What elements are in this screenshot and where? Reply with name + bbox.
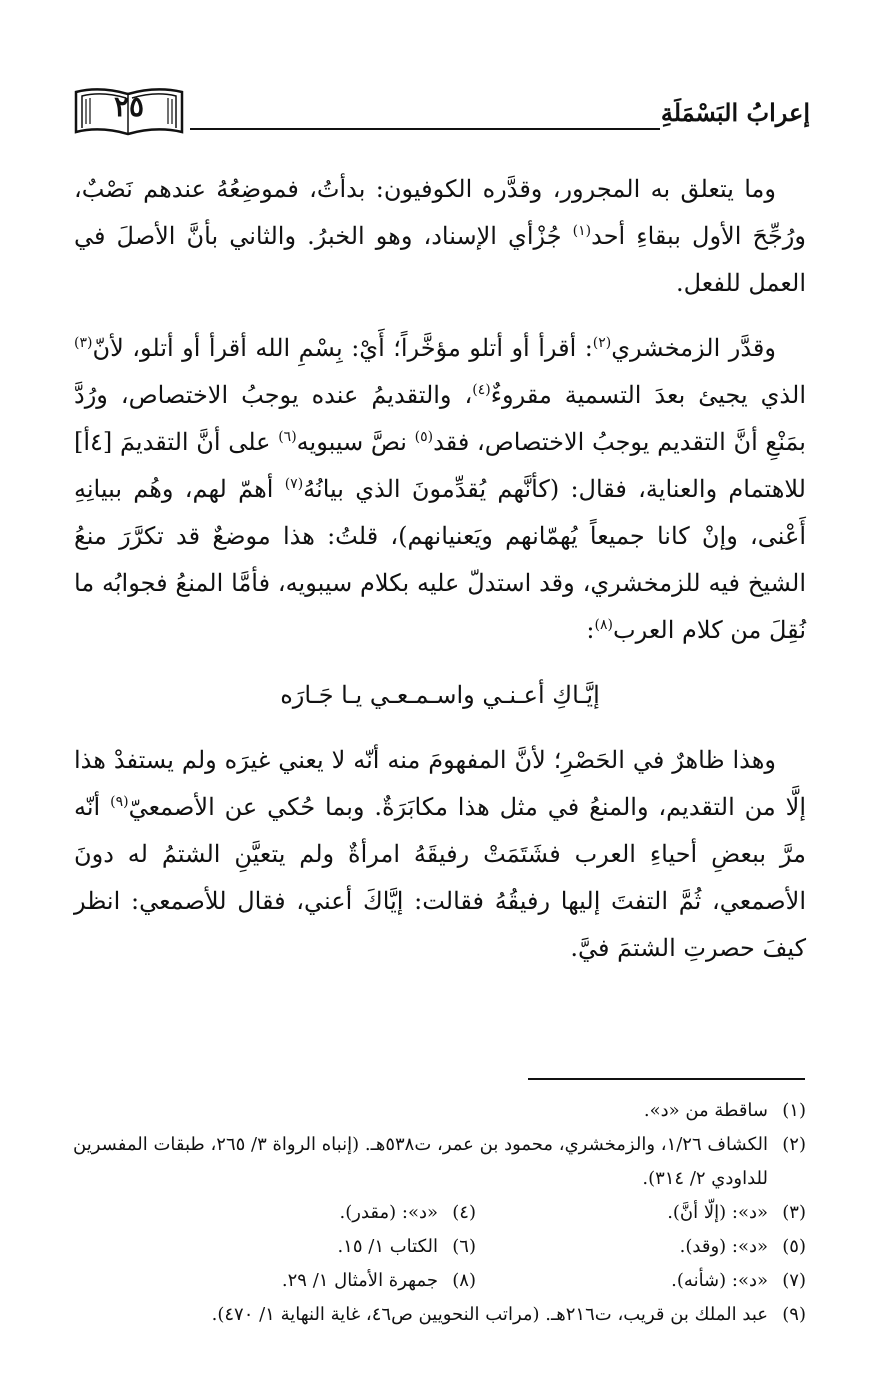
footnote-number: (٥) [782, 1236, 806, 1257]
header-rule [190, 128, 660, 130]
text-run: : [586, 616, 595, 644]
paragraph [74, 166, 806, 307]
text-run: وقدَّر الزمخشري [611, 334, 776, 362]
footnote-text: ساقطة من «د». [643, 1100, 768, 1121]
text-run: الذي يجيئ بعدَ التسمية مقروءٌ [490, 381, 806, 409]
poetry-verse: إيَّـاكِ أعـنـي واسـمـعـي يـا جَـارَه [280, 681, 600, 709]
footnote-number: (٤) [452, 1202, 476, 1223]
page-header [70, 84, 810, 144]
footnotes [64, 1094, 806, 1332]
text-run: نصَّ سيبويه [296, 428, 415, 456]
footnote [476, 1264, 806, 1298]
footnote-ref: (٥) [414, 429, 434, 445]
footnote-text: «د»: (إلّا أنَّ). [667, 1202, 768, 1223]
paragraph [74, 325, 806, 654]
footnote [146, 1196, 476, 1230]
text-run: : أقرأ أو أتلو مؤخَّراً؛ أَيْ: بِسْمِ الله أقرأ أو أتلو، لأنّ [92, 334, 593, 362]
text-run: ، والتقديمُ عنده يوجبُ الاختصاص، ورُدَّ بمَنْعِ أنَّ التقديم يوجبُ الاختصاص، فقد [74, 381, 806, 456]
footnote-text: عبد الملك بن قريب، ت٢١٦هـ. (مراتب النحويين ص٤٦، غاية النهاية ١/ ٤٧٠). [211, 1304, 768, 1325]
running-title: إعرابُ البَسْمَلَةِ [660, 98, 810, 127]
footnote-ref: (٤) [472, 382, 491, 398]
text-run: أهمّ لهم، وهُم ببيانِهِ أَعْنى، وإنْ كانا جميعاً يُهمّانهم ويَعنيانهم)، قلتُ: هذا موضعٌ قد تكرَّرَ منعُ الشيخ فيه للزمخشري، وقد استدلّ عليه بكلام سيبويه، فأمَّا المنعُ فجوابُه ما نُقِلَ من كلام العرب [74, 475, 806, 644]
footnote-ref: (١) [572, 223, 592, 239]
footnote-ref: (٢) [592, 335, 612, 351]
footnote-ref: (٧) [284, 476, 304, 492]
footnote [64, 1298, 806, 1332]
footnote-number: (٩) [782, 1304, 806, 1325]
text-run: على أنَّ التقديمَ [٤أ] للاهتمام والعناية، فقال: (كأنَّهم يُقدِّمونَ الذي بيانُهُ [74, 428, 806, 503]
main-text [74, 166, 806, 972]
footnote-text: «د»: (مقدر). [339, 1202, 438, 1223]
footnote-number: (١) [782, 1100, 806, 1121]
footnote [476, 1230, 806, 1264]
footnote [64, 1128, 806, 1196]
text-run: أنّه مرَّ ببعضِ أحياءِ العرب فشَتَمَتْ رفيقَهُ امرأةٌ ولم يتعيَّنِ الشتمُ له دونَ الأصمعي، ثُمَّ التفتَ إليها رفيقُهُ فقالت: إيَّاكَ أعني، فقال للأصمعي: انظر كيفَ حصرتِ الشتمَ فيَّ. [74, 793, 806, 962]
footnote-number: (٣) [782, 1202, 806, 1223]
text-run: جُزْأي الإسناد، وهو الخبرُ. والثاني بأنَّ الأصلَ في العمل للفعل. [74, 222, 806, 297]
footnote-row [64, 1230, 806, 1264]
footnote-number: (٢) [782, 1134, 806, 1155]
footnote-text: «د»: (شأنه). [671, 1270, 768, 1291]
text-run: وما يتعلق به المجرور، وقدَّره الكوفيون: بدأتُ، فموضِعُهُ عندهم نَصْبٌ، ورُجِّحَ الأول ببقاءِ أحد [74, 175, 806, 250]
footnote-text: الكشاف ١/٢٦، والزمخشري، محمود بن عمر، ت٥٣٨هـ. (إنباه الرواة ٣/ ٢٦٥، طبقات المفسرين للداودي ٢/ ٣١٤). [73, 1134, 768, 1189]
footnote [64, 1094, 806, 1128]
footnote-ref: (٦) [278, 429, 297, 445]
footnote-row [64, 1196, 806, 1230]
footnote-text: «د»: (وقد). [679, 1236, 768, 1257]
footnote-number: (٨) [452, 1270, 476, 1291]
text-run: وهذا ظاهرٌ في الحَصْرِ؛ لأنَّ المفهومَ منه أنّه لا يعني غيرَه ولم يستفدْ هذا إلَّا من التقديم، والمنعُ في مثل هذا مكابَرَةٌ. وبما حُكي عن الأصمعيّ [74, 746, 806, 821]
footnote-text: الكتاب ١/ ١٥. [337, 1236, 438, 1257]
footnote [476, 1196, 806, 1230]
footnote-text: جمهرة الأمثال ١/ ٢٩. [281, 1270, 438, 1291]
footnote [146, 1230, 476, 1264]
footnote-ref: (٩) [110, 794, 129, 810]
paragraph [74, 737, 806, 972]
footnote-number: (٦) [452, 1236, 476, 1257]
footnote-number: (٧) [782, 1270, 806, 1291]
footnote-row [64, 1264, 806, 1298]
footnote-ref: (٨) [594, 617, 613, 633]
footnote-separator [528, 1078, 805, 1080]
footnote [146, 1264, 476, 1298]
footnote-ref: (٣) [74, 335, 93, 351]
page-number: ٢٥ [113, 90, 145, 123]
